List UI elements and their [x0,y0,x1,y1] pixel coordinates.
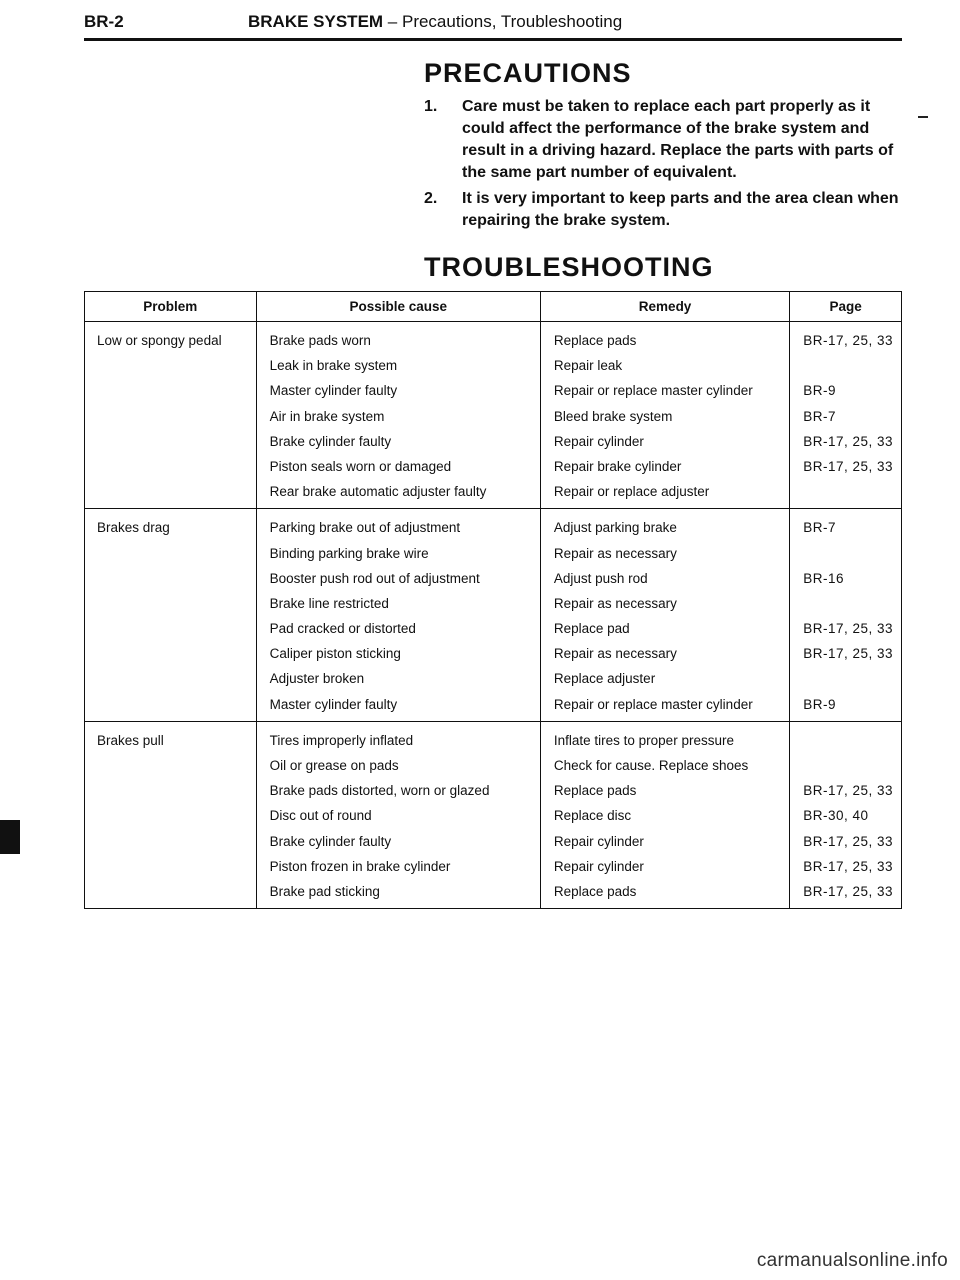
remedy-cell: Check for cause. Replace shoes [553,758,749,773]
precaution-number: 1. [424,98,438,115]
page-cell [803,666,901,691]
remedy-cell: Replace disc [553,808,632,824]
precaution-item-1 [424,96,904,186]
precaution-text: It is very important to keep parts and the area clean when repairing the brake system. [462,190,899,229]
remedy-cell: Bleed brake system [553,408,673,424]
page-cell: BR-17, 25, 33 [803,333,894,348]
cause-cell: Disc out of round [269,808,372,824]
page-cell: BR-17, 25, 33 [803,621,894,637]
cause-column [256,322,540,508]
page-cell: BR-9 [803,696,837,712]
header-subtitle: – Precautions, Troubleshooting [383,12,623,31]
page-cell: BR-17, 25, 33 [803,646,894,662]
column-header-problem: Problem [143,299,198,314]
remedy-cell: Replace pads [553,333,637,348]
remedy-cell: Repair cylinder [553,433,644,449]
page-cell: BR-7 [803,408,837,424]
table-header [85,292,901,322]
remedy-cell: Repair as necessary [553,646,677,662]
cause-column [256,722,540,908]
cause-cell: Brake line restricted [269,595,389,611]
remedy-cell: Adjust push rod [553,570,648,586]
remedy-cell: Repair as necessary [553,595,677,611]
remedy-column [540,722,789,908]
page-cell [803,479,901,504]
problem-cell: Brakes pull [97,732,164,748]
remedy-cell: Replace pads [553,883,637,899]
cause-cell: Adjuster broken [269,671,365,687]
page-cell: BR-9 [803,383,837,399]
header-title [248,12,622,32]
cause-cell: Binding parking brake wire [269,545,429,561]
cause-cell: Brake cylinder faulty [269,833,392,849]
page-cell [803,728,901,753]
problem-cell: Low or spongy pedal [97,333,222,348]
remedy-cell: Repair brake cylinder [553,458,682,474]
watermark: carmanualsonline.info [756,1250,948,1271]
cause-cell: Parking brake out of adjustment [269,520,461,536]
problem-group [85,722,901,908]
remedy-cell: Repair as necessary [553,545,677,561]
page-cell: BR-17, 25, 33 [803,858,894,874]
page-cell: BR-16 [803,570,845,586]
page-cell: BR-17, 25, 33 [803,833,894,849]
cause-cell: Tires improperly inflated [269,732,414,748]
page-cell: BR-17, 25, 33 [803,783,894,799]
remedy-cell: Repair or replace master cylinder [553,696,753,712]
margin-mark [918,116,928,118]
page-cell [803,753,901,778]
cause-cell: Master cylinder faulty [269,696,398,712]
page-cell [803,591,901,616]
table-body [85,322,901,908]
remedy-column [540,509,789,721]
remedy-cell: Replace pads [553,783,637,799]
page-cell [803,541,901,566]
cause-cell: Air in brake system [269,408,385,424]
page-cell: BR-7 [803,520,837,536]
cause-cell: Leak in brake system [269,358,398,374]
page-cell [803,353,901,378]
remedy-cell: Repair cylinder [553,833,644,849]
precaution-item-2 [424,188,904,234]
column-header-page: Page [789,292,901,321]
page-column [789,722,901,908]
header-section: BRAKE SYSTEM [248,12,384,31]
page-header [84,6,902,41]
cause-cell: Piston seals worn or damaged [269,458,452,474]
remedy-cell: Inflate tires to proper pressure [553,732,734,748]
cause-cell: Brake pads distorted, worn or glazed [269,783,490,799]
page-cell: BR-17, 25, 33 [803,433,894,449]
section-tab-marker [0,820,20,854]
remedy-cell: Adjust parking brake [553,520,677,536]
remedy-cell: Replace pad [553,621,630,637]
remedy-cell: Replace adjuster [553,671,656,687]
column-header-cause: Possible cause [256,292,540,321]
cause-cell: Brake cylinder faulty [269,433,392,449]
problem-cell: Brakes drag [97,520,170,536]
precaution-number: 2. [424,190,438,207]
cause-cell: Piston frozen in brake cylinder [269,858,451,874]
problem-column [85,322,256,508]
troubleshooting-table [84,291,902,909]
cause-column [256,509,540,721]
troubleshooting-title: TROUBLESHOOTING [424,252,714,282]
cause-cell: Master cylinder faulty [269,383,398,399]
problem-group [85,509,901,722]
page-cell: BR-17, 25, 33 [803,458,894,474]
problem-group [85,322,901,509]
cause-cell: Brake pads worn [269,333,371,348]
cause-cell: Booster push rod out of adjustment [269,570,480,586]
cause-cell: Brake pad sticking [269,883,380,899]
page-cell: BR-30, 40 [803,808,869,824]
page-column [789,322,901,508]
page-column [789,509,901,721]
page-cell: BR-17, 25, 33 [803,883,894,899]
cause-cell: Oil or grease on pads [269,758,399,773]
precautions-title: PRECAUTIONS [424,58,632,88]
remedy-cell: Repair or replace adjuster [553,484,710,500]
column-header-remedy: Remedy [540,292,789,321]
cause-cell: Caliper piston sticking [269,646,401,662]
problem-column [85,722,256,908]
page-number: BR-2 [84,12,124,31]
cause-cell: Pad cracked or distorted [269,621,416,637]
cause-cell: Rear brake automatic adjuster faulty [269,484,487,500]
remedy-cell: Repair leak [553,358,623,374]
remedy-cell: Repair or replace master cylinder [553,383,753,399]
precaution-text: Care must be taken to replace each part properly as it could affect the performance of the brake system and result in a driving hazard. Replace the parts with parts of the same part number of equivalent. [462,98,894,181]
remedy-column [540,322,789,508]
remedy-cell: Repair cylinder [553,858,644,874]
problem-column [85,509,256,721]
